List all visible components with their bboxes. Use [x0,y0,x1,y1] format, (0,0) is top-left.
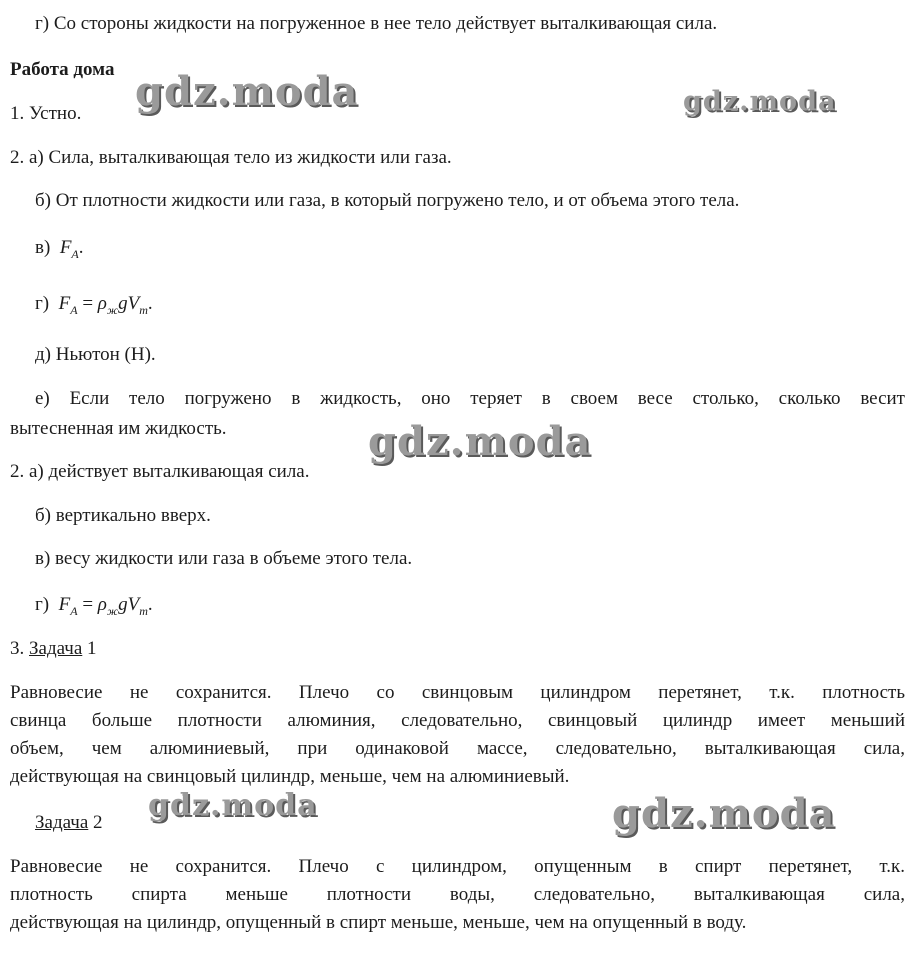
formula-subscript: A [71,247,79,261]
watermark: gdz.moda [612,790,836,837]
paragraph-line: действующая на свинцовый цилиндр, меньше, чем на алюминиевый. [10,766,570,787]
formula-symbol: ρ [97,594,107,615]
answer-line: 2. а) действует выталкивающая сила. [10,461,310,482]
formula-subscript: т [139,604,148,618]
paragraph-line: Равновесие не сохранится. Плечо с цилиндром, опущенным в спирт перетянет, т.к. [10,856,905,877]
answer-line: е) Если тело погружено в жидкость, оно теряет в своем весе столько, сколько весит [35,388,905,409]
formula-symbol: gV [118,594,140,615]
formula-symbol: gV [118,293,140,314]
task-number: 2 [93,812,103,833]
item-prefix: 3. [10,638,25,659]
paragraph-line: Равновесие не сохранится. Плечо со свинцовым цилиндром перетянет, т.к. плотность [10,682,905,703]
watermark: gdz.moda [368,418,592,465]
formula-line [35,292,153,322]
watermark: gdz.moda [683,86,837,117]
answer-line: вытесненная им жидкость. [10,418,227,439]
task-label: Задача [35,812,89,833]
item-prefix: в) [35,237,51,258]
watermark: gdz.moda [135,68,359,115]
watermark: gdz.moda [148,788,318,823]
item-prefix: г) [35,293,50,314]
paragraph-line: действующая на цилиндр, опущенный в спирт меньше, меньше, чем на опущенный в воду. [10,912,747,933]
formula-subscript: т [139,303,148,317]
paragraph-line: объем, чем алюминиевый, при одинаковой массе, следовательно, выталкивающая сила, [10,738,905,759]
section-title: Работа дома [10,59,115,80]
formula-punct: . [147,293,153,314]
formula-subscript: A [70,303,78,317]
formula-symbol: F [58,293,71,314]
formula-symbol: ρ [97,293,107,314]
formula-subscript: ж [106,303,119,317]
formula-symbol: F [59,237,72,258]
answer-line: 2. а) Сила, выталкивающая тело из жидкости или газа. [10,147,452,168]
formula-line [35,236,84,266]
formula-subscript: ж [106,604,119,618]
formula-line [35,593,153,623]
answer-line: г) Со стороны жидкости на погруженное в нее тело действует выталкивающая сила. [35,13,718,34]
formula-symbol: F [58,594,71,615]
task-number: 1 [87,638,97,659]
answer-line: д) Ньютон (Н). [35,344,156,365]
task-heading [35,811,103,835]
formula-subscript: A [70,604,78,618]
task-heading [10,637,97,661]
formula-punct: . [78,237,84,258]
task-label: Задача [29,638,83,659]
paragraph-line: плотность спирта меньше плотности воды, следовательно, выталкивающая сила, [10,884,905,905]
answer-line: 1. Устно. [10,103,82,124]
formula-operator: = [77,594,98,615]
answer-line: в) весу жидкости или газа в объеме этого тела. [35,548,413,569]
formula-punct: . [147,594,153,615]
paragraph-line: свинца больше плотности алюминия, следовательно, свинцовый цилиндр имеет меньший [10,710,905,731]
answer-line: б) вертикально вверх. [35,505,211,526]
formula-operator: = [77,293,98,314]
item-prefix: г) [35,594,50,615]
answer-line: б) От плотности жидкости или газа, в который погружено тело, и от объема этого тела. [35,190,740,211]
